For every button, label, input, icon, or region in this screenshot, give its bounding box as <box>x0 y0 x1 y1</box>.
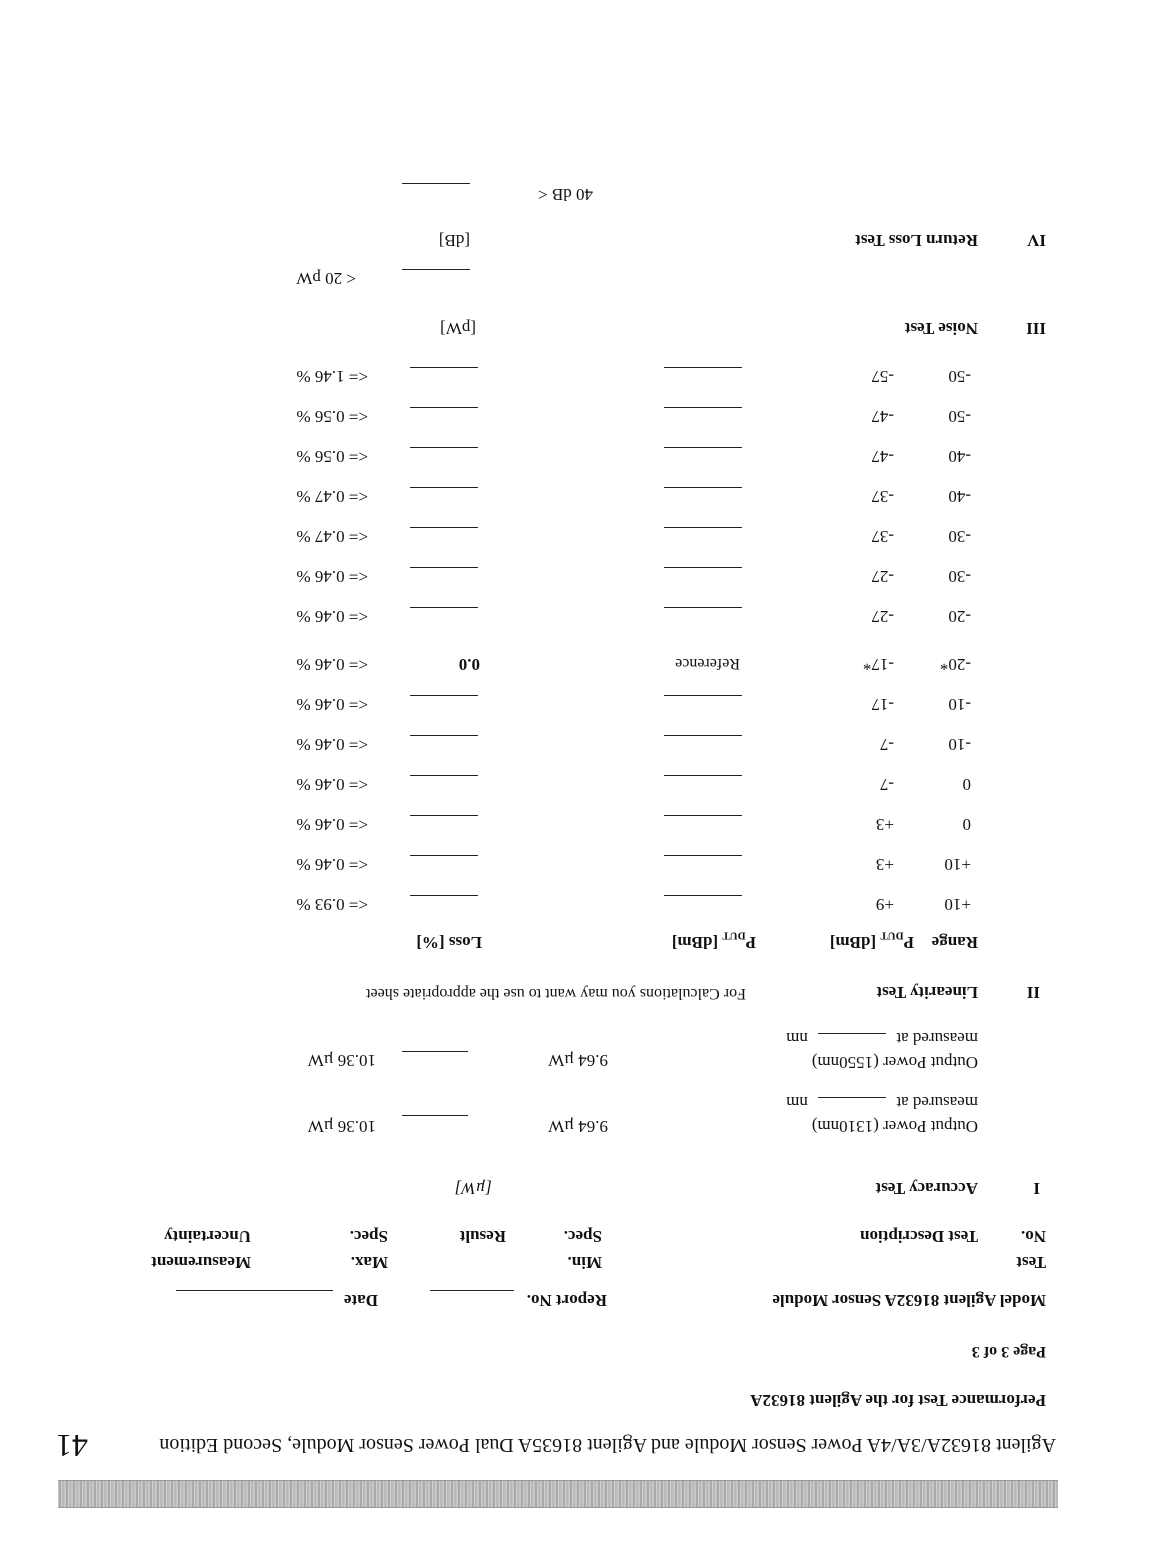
noise-no: III <box>1026 319 1046 338</box>
linearity-uncertainty: <= 0.47 % <box>296 487 368 506</box>
linearity-pdut: -7 <box>879 775 894 794</box>
linearity-pdut: -27 <box>871 567 894 586</box>
col-max: Max. <box>350 1253 388 1272</box>
linearity-loss-field[interactable] <box>410 855 478 856</box>
linearity-uncertainty: <= 0.46 % <box>296 735 368 754</box>
col-measurement: Measurement <box>151 1253 251 1272</box>
linearity-range: -20 <box>948 607 971 626</box>
accuracy-row-2-min: 9.64 µW <box>548 1051 608 1070</box>
linearity-range: +10 <box>944 855 971 874</box>
linearity-loss-field[interactable] <box>410 735 478 736</box>
noise-result-field[interactable] <box>402 269 470 270</box>
linearity-range: -10 <box>948 695 971 714</box>
linearity-uncertainty: <= 0.56 % <box>296 447 368 466</box>
col-max-spec: Spec. <box>349 1227 388 1246</box>
wavelength-field[interactable] <box>818 1033 886 1034</box>
linearity-pdut: -37 <box>871 487 894 506</box>
linearity-loss-field[interactable] <box>410 367 478 368</box>
accuracy-row-2-result-field[interactable] <box>402 1051 468 1052</box>
linearity-pdut: -57 <box>871 367 894 386</box>
linearity-uncertainty: <= 0.47 % <box>296 527 368 546</box>
col-loss: Loss [%] <box>416 933 482 952</box>
linearity-pdut-measured-field[interactable] <box>664 367 742 368</box>
linearity-uncertainty: <= 0.56 % <box>296 407 368 426</box>
linearity-loss-field[interactable] <box>410 447 478 448</box>
col-pdut-measured: $P_{DUT}$ [dBm] <box>671 929 756 952</box>
accuracy-row-1-result-field[interactable] <box>402 1115 468 1116</box>
running-title: Agilent 81632A/3A/4A Power Sensor Module and Agilent 81635A Dual Power Sensor Module, Second Edition <box>159 1434 1056 1456</box>
col-description: Test Description <box>860 1227 978 1246</box>
col-test: Test <box>1016 1253 1046 1272</box>
linearity-loss-field[interactable] <box>410 607 478 608</box>
linearity-range: +10 <box>944 895 971 914</box>
linearity-uncertainty: <= 1.46 % <box>296 367 368 386</box>
linearity-range: -50 <box>948 367 971 386</box>
linearity-uncertainty: <= 0.46 % <box>296 695 368 714</box>
col-min-spec: Spec. <box>563 1227 602 1246</box>
linearity-pdut: +3 <box>875 855 894 874</box>
linearity-range: -40 <box>948 447 971 466</box>
linearity-uncertainty: <= 0.46 % <box>296 607 368 626</box>
return-loss-title: Return Loss Test <box>855 231 978 250</box>
linearity-loss-field[interactable] <box>410 407 478 408</box>
linearity-uncertainty: <= 0.46 % <box>296 655 368 674</box>
linearity-pdut: -37 <box>871 527 894 546</box>
linearity-range: -30 <box>948 527 971 546</box>
linearity-range: -20* <box>939 655 971 674</box>
linearity-pdut-measured-field[interactable] <box>664 855 742 856</box>
linearity-uncertainty: <= 0.46 % <box>296 775 368 794</box>
linearity-loss-field[interactable] <box>410 895 478 896</box>
date-label: Date <box>344 1291 378 1310</box>
col-range: Range <box>931 933 978 952</box>
accuracy-row-2-max: 10.36 µW <box>307 1051 376 1070</box>
linearity-pdut-measured-field[interactable] <box>664 607 742 608</box>
linearity-uncertainty: <= 0.93 % <box>296 895 368 914</box>
return-loss-unit: [dB] <box>438 231 470 250</box>
linearity-range: 0 <box>962 815 971 834</box>
linearity-pdut-measured-field[interactable] <box>664 567 742 568</box>
return-loss-no: IV <box>1027 231 1046 250</box>
doc-title: Performance Test for the Agilent 81632A <box>750 1391 1046 1410</box>
linearity-reference-value: 0.0 <box>458 655 480 674</box>
date-field[interactable] <box>176 1290 333 1291</box>
noise-title: Noise Test <box>904 319 978 338</box>
linearity-range: -50 <box>948 407 971 426</box>
linearity-pdut: -17 <box>871 695 894 714</box>
linearity-loss-field[interactable] <box>410 815 478 816</box>
linearity-uncertainty: <= 0.46 % <box>296 567 368 586</box>
accuracy-row-1-desc: Output Power (1310nm) <box>811 1117 978 1136</box>
wavelength-field[interactable] <box>818 1097 886 1098</box>
accuracy-title: Accuracy Test <box>875 1179 978 1198</box>
accuracy-unit: [µW] <box>454 1179 492 1198</box>
accuracy-row-2-desc: Output Power (1550nm) <box>811 1053 978 1072</box>
col-uncertainty: Uncertainty <box>164 1227 251 1246</box>
col-result: Result <box>459 1227 506 1246</box>
accuracy-no: I <box>1033 1179 1040 1198</box>
accuracy-row-1-min: 9.64 µW <box>548 1117 608 1136</box>
linearity-pdut: -7 <box>879 735 894 754</box>
linearity-pdut-measured-field[interactable] <box>664 487 742 488</box>
accuracy-row-2-measured: measured at nm <box>786 1029 978 1048</box>
linearity-pdut-measured-field[interactable] <box>664 695 742 696</box>
linearity-pdut: -47 <box>871 407 894 426</box>
report-no-label: Report No. <box>526 1291 607 1310</box>
col-no: No. <box>1020 1227 1046 1246</box>
return-loss-min: 40 dB < <box>538 185 593 204</box>
linearity-title: Linearity Test <box>876 983 978 1002</box>
report-no-field[interactable] <box>430 1290 514 1291</box>
linearity-loss-field[interactable] <box>410 527 478 528</box>
page-number: 41 <box>56 1428 88 1464</box>
linearity-no: II <box>1026 983 1040 1002</box>
header-bar <box>58 1480 1058 1508</box>
accuracy-row-1-measured: measured at nm <box>786 1093 978 1112</box>
linearity-uncertainty: <= 0.46 % <box>296 855 368 874</box>
accuracy-row-1-max: 10.36 µW <box>307 1117 376 1136</box>
linearity-range: -10 <box>948 735 971 754</box>
linearity-range: -30 <box>948 567 971 586</box>
linearity-range: 0 <box>962 775 971 794</box>
linearity-pdut-measured-field[interactable] <box>664 407 742 408</box>
model-label: Model Agilent 81632A Sensor Module <box>772 1291 1046 1310</box>
linearity-uncertainty: <= 0.46 % <box>296 815 368 834</box>
linearity-pdut: +9 <box>875 895 894 914</box>
linearity-loss-field[interactable] <box>410 775 478 776</box>
linearity-loss-field[interactable] <box>410 487 478 488</box>
col-pdut: $P_{DUT}$ [dBm] <box>829 929 914 952</box>
linearity-pdut-measured-field[interactable] <box>664 447 742 448</box>
linearity-note: For Calculations you may want to use the appropriate sheet <box>366 985 746 1002</box>
linearity-range: -40 <box>948 487 971 506</box>
linearity-reference-label: Reference <box>675 655 740 672</box>
linearity-pdut: -17* <box>862 655 894 674</box>
linearity-pdut-measured-field[interactable] <box>664 775 742 776</box>
linearity-pdut-measured-field[interactable] <box>664 815 742 816</box>
return-loss-result-field[interactable] <box>402 183 470 184</box>
linearity-pdut: +3 <box>875 815 894 834</box>
linearity-pdut-measured-field[interactable] <box>664 735 742 736</box>
linearity-pdut: -27 <box>871 607 894 626</box>
page-of: Page 3 of 3 <box>971 1343 1046 1360</box>
noise-max: < 20 pW <box>296 269 356 288</box>
noise-unit: [pW] <box>440 319 476 338</box>
linearity-pdut-measured-field[interactable] <box>664 527 742 528</box>
linearity-pdut-measured-field[interactable] <box>664 895 742 896</box>
linearity-pdut: -47 <box>871 447 894 466</box>
linearity-loss-field[interactable] <box>410 695 478 696</box>
linearity-loss-field[interactable] <box>410 567 478 568</box>
col-min: Min. <box>567 1253 602 1272</box>
